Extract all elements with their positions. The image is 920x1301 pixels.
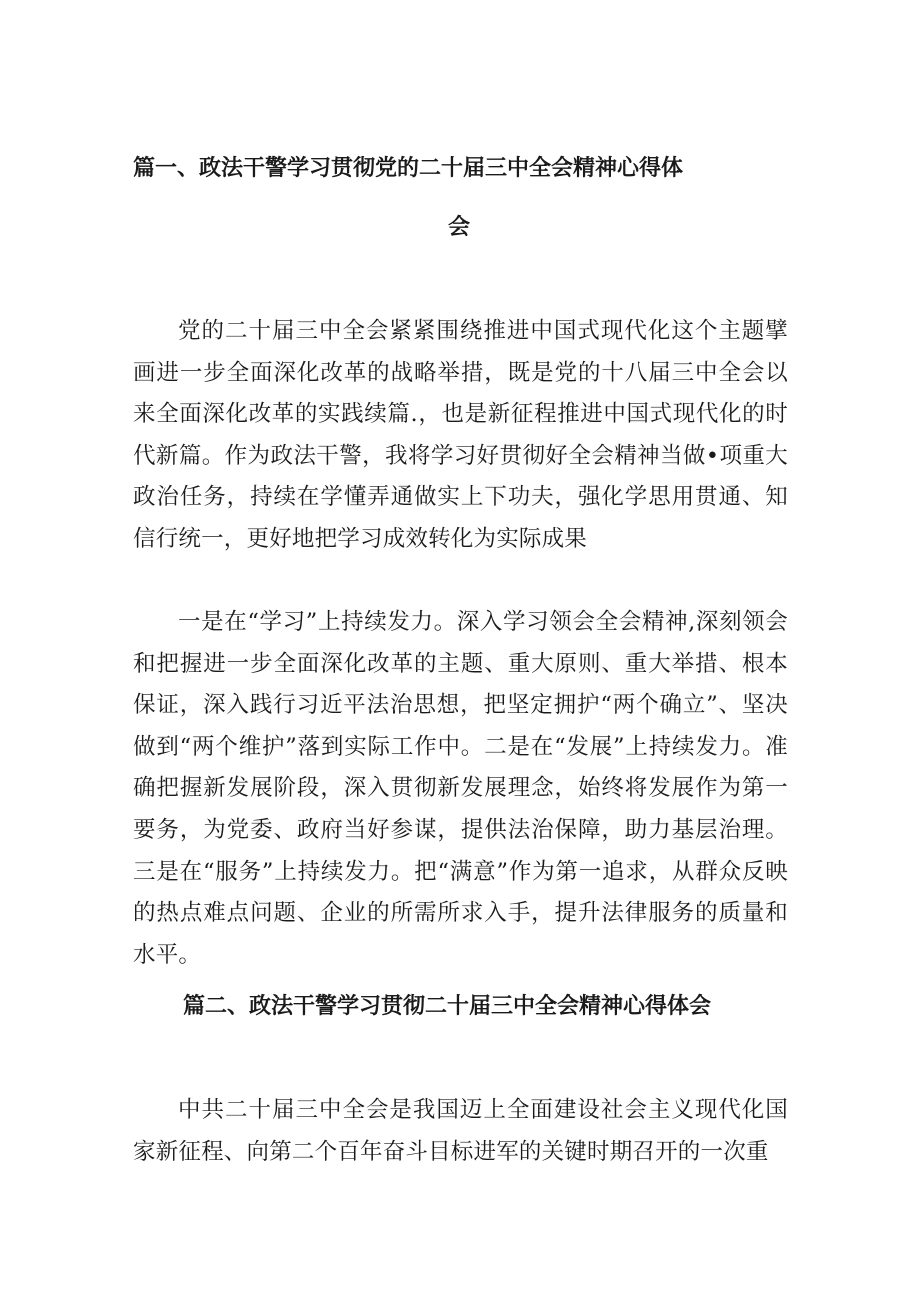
section1-title-line2: 会 (448, 215, 471, 240)
section1-paragraph-2: 一是在“学习”上持续发力。深入学习领会全会精神,深刻领会和把握进一步全面深化改革的主题、重大原则、重大举措、根本保证，深入践行习近平法治思想，把坚定拥护“两个确立”、坚决做到“两个维护”落到实际工作中。二是在“发展”上持续发力。准确把握新发展阶段，深入贯彻新发展理念，始终将发展作为第一要务，为党委、政府当好参谋，提供法治保障，助力基层治理。三是在“服务”上持续发力。把“满意”作为第一追求，从群众反映的热点难点问题、企业的所需所求入手，提升法律服务的质量和水平。 (133, 609, 788, 968)
section1-paragraph-1: 党的二十届三中全会紧紧围绕推进中国式现代化这个主题擘画进一步全面深化改革的战略举措，既是党的十八届三中全会以来全面深化改革的实践续篇.，也是新征程推进中国式现代化的时代新篇。作为政法干警，我将学习好贯彻好全会精神当做•项重大政治任务，持续在学懂弄通做实上下功夫，强化学思用贯通、知信行统一，更好地把学习成效转化为实际成果 (133, 318, 788, 552)
section2-title: 篇二、政法干警学习贯彻二十届三中全会精神心得体会 (183, 994, 712, 1019)
section1-title-line1: 篇一、政法干警学习贯彻党的二十届三中全会精神心得体 (133, 156, 684, 181)
section2-paragraph-1: 中共二十届三中全会是我国迈上全面建设社会主义现代化国家新征程、向第二个百年奋斗目标进军的关键时期召开的一次重 (133, 1097, 788, 1165)
